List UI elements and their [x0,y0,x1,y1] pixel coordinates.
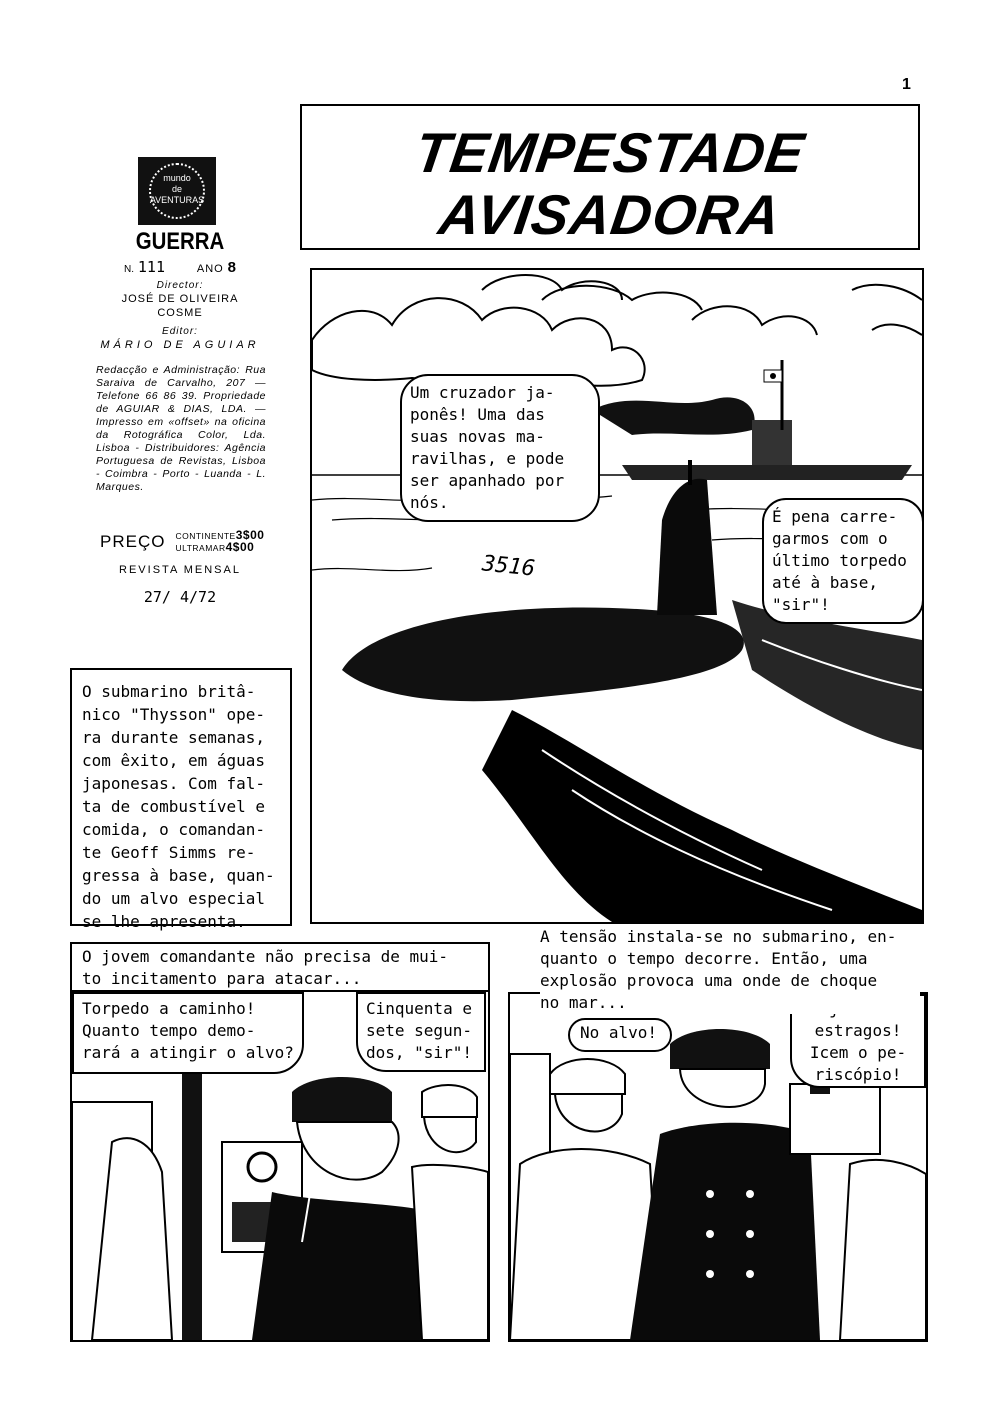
title-line-1: TEMPESTADE [411,121,809,184]
price-continente-label: CONTINENTE [175,531,236,541]
intro-caption: O submarino britâ- nico "Thysson" ope- ra durante semanas, com êxito, em águas japonesas. Com fal- ta de combustível e comida, o comandan- te Geoff Simms re- gressa à base, quan- do um alvo especial se lhe apresenta. [70,668,292,926]
series-name: GUERRA [135,228,225,255]
logo-line-3: AVENTURAS [149,195,205,205]
issue-number: 111 [137,258,165,276]
panel-3-caption: A tensão instala-se no submarino, en- quanto o tempo decorre. Então, uma explosão provoca uma onde de choque no mar... [540,926,920,1014]
speech-bubble-damage-text: estragos! Icem o pe- riscópio! [809,1021,907,1084]
speech-bubble-torpedo-away-text: Torpedo a caminho! Quanto tempo demo- rará a atingir o alvo? [82,999,294,1062]
logo-line-1: mundo [163,173,191,183]
year-label: ANO [196,263,224,275]
masthead [66,228,294,352]
panel-1 [310,268,924,924]
speech-bubble-on-target-text: No alvo! [580,1023,658,1042]
issue-date: 27/ 4/72 [143,588,217,606]
editor-label: Editor: [162,326,198,337]
title-line-2: AVISADORA [435,183,785,246]
speech-bubble-seconds [356,992,486,1072]
speech-bubble-cruiser [400,374,600,522]
director-name-2: COSME [157,307,203,319]
speech-bubble-seconds-text: Cinquenta e sete segun- dos, "sir"! [366,999,472,1062]
director-name-1: JOSÉ DE OLIVEIRA [121,293,239,305]
speech-bubble-torpedo-away [72,992,304,1074]
price-block [100,530,270,606]
page-number: 1 [902,76,911,93]
director-label: Director: [156,280,204,291]
price-continente: 3$00 [235,528,265,542]
year-number: 8 [227,259,236,276]
panel-3 [508,992,928,1342]
panel-2-caption: O jovem comandante não precisa de mui- to incitamento para atacar... [70,942,490,992]
logo-line-2: de [171,184,182,194]
number-label: N. [124,264,135,275]
speech-bubble-torpedo-text: É pena carre- garmos com o último torpedo até à base, "sir"! [772,507,907,614]
title-box [300,104,920,250]
frequency: REVISTA MENSAL [119,564,241,576]
panel-2 [70,990,490,1342]
speech-bubble-on-target [568,1018,672,1052]
price-label: PREÇO [100,532,166,551]
price-ultramar: 4$00 [225,540,255,554]
hull-number: 3516 [480,551,537,582]
publisher-logo [138,157,216,225]
editor-name: MÁRIO DE AGUIAR [100,339,260,351]
price-ultramar-label: ULTRAMAR [175,543,226,553]
imprint-text: Redacção e Administração: Rua Saraiva de Carvalho, 207 — Telefone 66 86 39. Propriedade de AGUIAR & DIAS, LDA. — Impresso em «offset» na oficina da Rotográfica Color, Lda. Lisboa - Distribuidores: Agência Portuguesa de Revistas, Lisboa - Coimbra - Porto - Luanda - L. Marques. [96,364,266,493]
speech-bubble-cruiser-text: Um cruzador ja- ponês! Uma das suas novas ma- ravilhas, e pode ser apanhado por nós. [410,383,565,512]
speech-bubble-torpedo [762,498,924,624]
